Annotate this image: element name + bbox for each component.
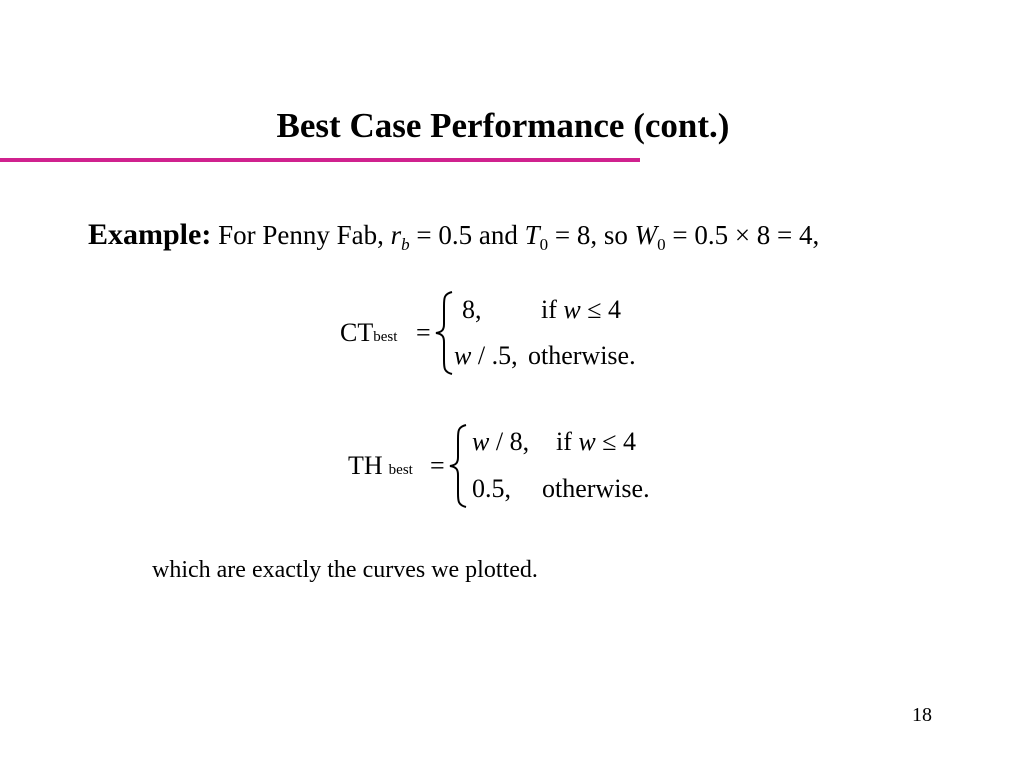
slide-title: Best Case Performance (cont.) bbox=[276, 106, 730, 145]
example-t-sub: 0 bbox=[539, 235, 549, 254]
example-r-sub: b bbox=[401, 235, 410, 254]
th-equals: = bbox=[430, 451, 445, 480]
th-lhs-sub: best bbox=[388, 462, 413, 478]
th-case2-cond: otherwise. bbox=[542, 474, 650, 503]
ct-lhs-sub: best bbox=[373, 329, 398, 345]
example-label: Example: bbox=[88, 218, 212, 251]
example-w: W bbox=[634, 220, 658, 250]
example-r: r bbox=[390, 220, 402, 250]
title-underline bbox=[0, 158, 640, 162]
ct-case1-cond: if w ≤ 4 bbox=[541, 295, 622, 324]
example-w-sub: 0 bbox=[657, 235, 666, 254]
ct-lhs: CTbest bbox=[340, 318, 398, 347]
th-case1-value: w / 8, bbox=[472, 427, 530, 456]
example-text-4: = 0.5 × 8 = 4, bbox=[672, 220, 820, 250]
example-t: T bbox=[524, 220, 540, 250]
th-lhs: TH best bbox=[348, 451, 413, 480]
ct-equals: = bbox=[416, 318, 431, 347]
example-text-2: = 0.5 and bbox=[416, 220, 525, 250]
closing-text: which are exactly the curves we plotted. bbox=[152, 557, 538, 583]
page-number: 18 bbox=[912, 704, 932, 726]
th-case2-value: 0.5, bbox=[472, 474, 511, 503]
example-line bbox=[88, 218, 819, 252]
ct-case2-cond: otherwise. bbox=[528, 341, 636, 370]
th-case1-cond: if w ≤ 4 bbox=[556, 427, 637, 456]
ct-case1-value: 8, bbox=[462, 295, 482, 324]
example-text-1: For Penny Fab, bbox=[218, 220, 391, 250]
th-brace bbox=[448, 423, 472, 509]
example-text-3: = 8, so bbox=[554, 220, 635, 250]
ct-case2-value: w / .5, bbox=[454, 341, 518, 370]
